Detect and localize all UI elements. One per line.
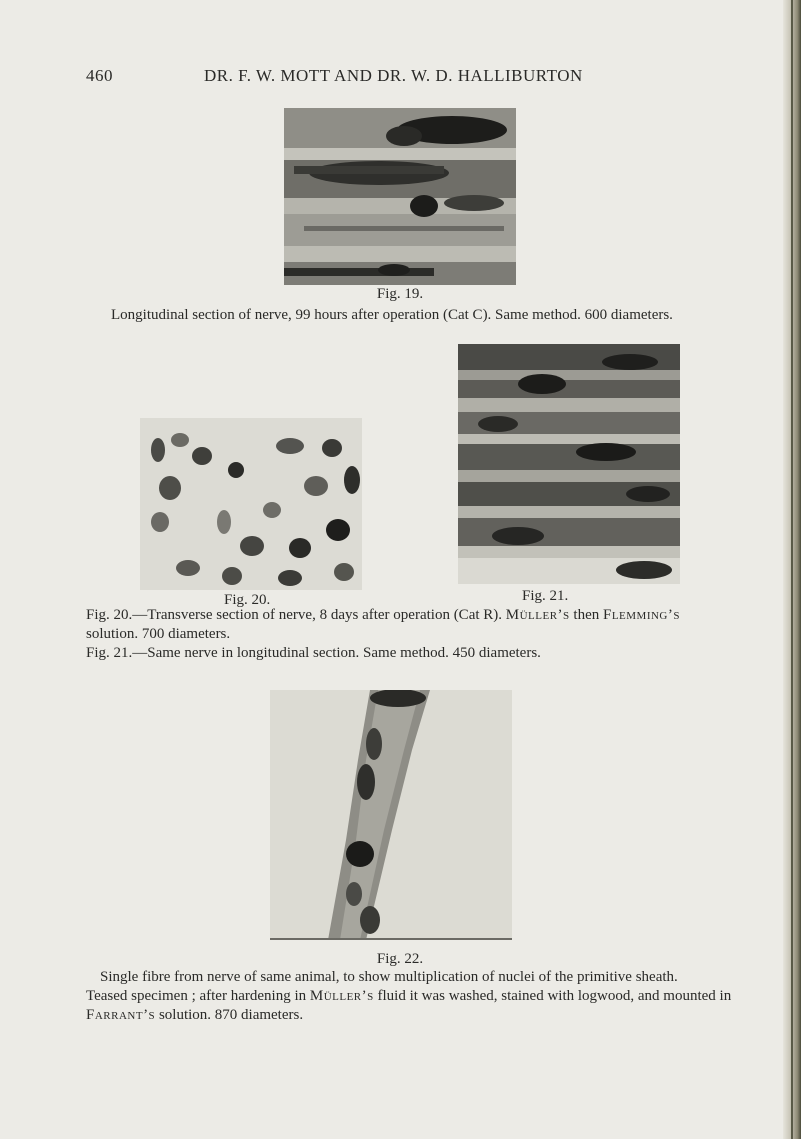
figure-20-21-caption: [86, 606, 766, 663]
page-header: [86, 66, 696, 90]
figure-22-caption: [86, 968, 766, 1025]
running-title: DR. F. W. MOTT AND DR. W. D. HALLIBURTON: [204, 66, 583, 85]
caption-line-2: [86, 987, 766, 1006]
caption-line-3: [86, 1006, 766, 1025]
caption-line-1: [86, 606, 766, 625]
figure-19-image: [284, 108, 516, 285]
caption-text: then: [573, 607, 600, 623]
caption-text: Müller’s: [309, 988, 374, 1004]
figure-21-image: [458, 344, 680, 584]
caption-line-2: solution. 700 diameters.: [86, 626, 231, 642]
caption-text: solution. 870 diameters.: [158, 1007, 304, 1023]
caption-text: fluid it was washed, stained with logwood, and mounted in: [377, 988, 732, 1004]
figure-21-label: Fig. 21.: [522, 588, 569, 604]
figure-19-caption: Longitudinal section of nerve, 99 hours after operation (Cat C). Same method. 600 diameters.: [111, 307, 673, 323]
caption-text: Farrant’s: [86, 1007, 156, 1023]
figure-19-label: Fig. 19.: [376, 286, 424, 302]
caption-text: Flemming’s: [602, 607, 680, 623]
figure-22-image: [270, 690, 512, 940]
page-number: 460: [86, 66, 113, 85]
figure-22-label: Fig. 22.: [376, 951, 424, 967]
caption-text: Fig. 20.—Transverse section of nerve, 8 days after operation (Cat R).: [86, 607, 503, 623]
caption-line-1: Single fibre from nerve of same animal, to show multiplication of nuclei of the primitive sheath.: [100, 969, 678, 985]
page-edge-line: [791, 0, 793, 1139]
caption-line-3: Fig. 21.—Same nerve in longitudinal section. Same method. 450 diameters.: [86, 645, 541, 661]
caption-text: Müller’s: [505, 607, 570, 623]
caption-text: Teased specimen ; after hardening in: [86, 988, 307, 1004]
figure-20-label: Fig. 20.: [224, 592, 271, 608]
figure-20-image: [140, 418, 362, 590]
